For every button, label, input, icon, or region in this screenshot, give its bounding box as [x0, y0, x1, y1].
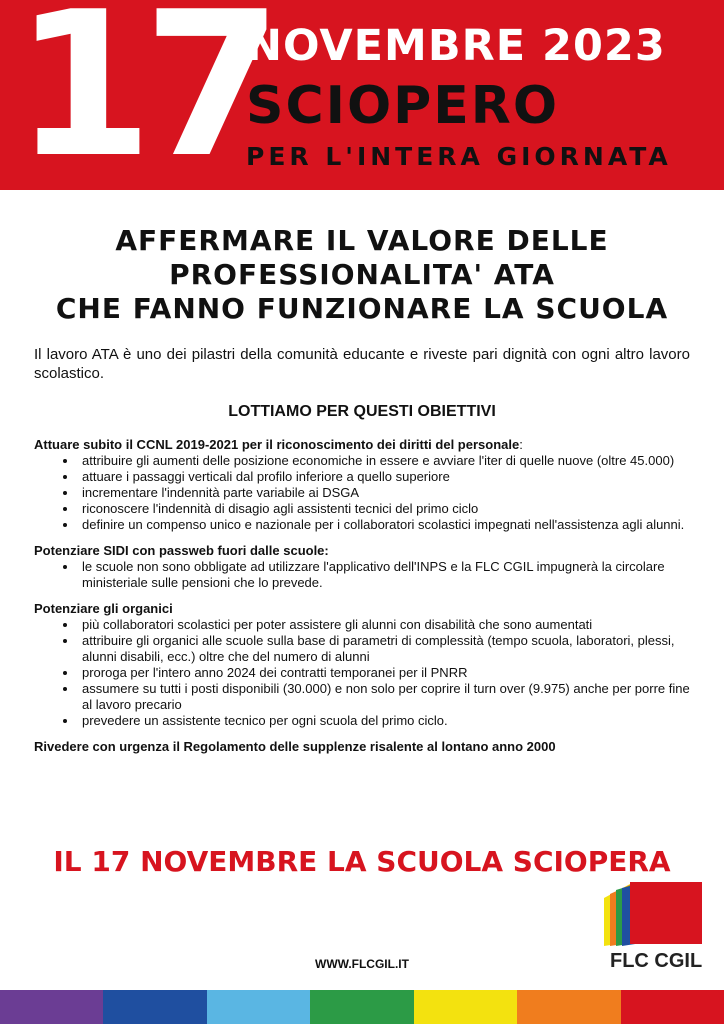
strike-month-year: NOVEMBRE 2023 [246, 21, 666, 71]
list-item: • prevedere un assistente tecnico per ogni scuola del primo ciclo. [78, 713, 690, 729]
section-title: Potenziare gli organici [34, 601, 173, 616]
stripe-red [621, 990, 724, 1024]
intro-paragraph: Il lavoro ATA è uno dei pilastri della comunità educante e riveste pari dignità con ogni altro lavoro scolastico. [34, 346, 690, 382]
header-banner [0, 0, 724, 190]
stripe-green [310, 990, 413, 1024]
section-list [34, 453, 690, 533]
stripe-orange [517, 990, 620, 1024]
headline [0, 224, 724, 326]
website-link[interactable]: WWW.FLCGIL.IT [315, 957, 409, 971]
final-demand: Rivedere con urgenza il Regolamento delle supplenze risalente al lontano anno 2000 [34, 739, 556, 754]
list-item: • attribuire gli aumenti delle posizione economiche in essere e avviare l'iter di quelle nuove (oltre 45.000) [78, 453, 690, 469]
section-list [34, 617, 690, 729]
list-item: • proroga per l'intero anno 2024 dei contratti temporanei per il PNRR [78, 665, 690, 681]
section-title: Potenziare SIDI con passweb fuori dalle scuole: [34, 543, 329, 558]
stripe-dark-blue [103, 990, 206, 1024]
logo-flag-red [630, 882, 702, 944]
list-item: • definire un compenso unico e nazionale per i collaboratori scolastici impegnati nell'assistenza agli alunni. [78, 517, 690, 533]
strike-label: SCIOPERO [246, 76, 560, 136]
stripe-light-blue [207, 990, 310, 1024]
logo-text: FLC CGIL [610, 950, 703, 972]
section-sidi [34, 543, 690, 591]
list-item: • le scuole non sono obbligate ad utilizzare l'applicativo dell'INPS e la FLC CGIL impugnerà la circolare ministeriale sulle pensioni che lo prevede. [78, 559, 690, 591]
section-title: Attuare subito il CCNL 2019-2021 per il riconoscimento dei diritti del personale: [34, 437, 523, 452]
list-item: • attribuire gli organici alle scuole sulla base di parametri di complessità (tempo scuola, laboratori, plessi, alunni disabili, ecc.) oltre che del numero di alunni [78, 633, 690, 665]
section-ccnl [34, 437, 690, 533]
stripe-yellow [414, 990, 517, 1024]
list-item: • riconoscere l'indennità di disagio agli assistenti tecnici del primo ciclo [78, 501, 690, 517]
list-item: • attuare i passaggi verticali dal profilo inferiore a quello superiore [78, 469, 690, 485]
headline-line: AFFERMARE IL VALORE DELLE [115, 224, 609, 257]
headline-line: PROFESSIONALITA' ATA [169, 258, 555, 291]
stripe-purple [0, 990, 103, 1024]
objectives-title: LOTTIAMO PER QUESTI OBIETTIVI [228, 403, 496, 420]
list-item: • incrementare l'indennità parte variabile ai DSGA [78, 485, 690, 501]
list-item: • assumere su tutti i posti disponibili (30.000) e non solo per coprire il turn over (9.975) anche per porre fine al lavoro precario [78, 681, 690, 713]
objectives-content [34, 437, 690, 755]
strike-slogan: IL 17 NOVEMBRE LA SCUOLA SCIOPERA [53, 845, 671, 878]
color-stripe [0, 990, 724, 1024]
strike-duration: PER L'INTERA GIORNATA [246, 142, 672, 171]
headline-line: CHE FANNO FUNZIONARE LA SCUOLA [55, 292, 669, 325]
strike-day: 17 [14, 0, 273, 190]
list-item: • più collaboratori scolastici per poter assistere gli alunni con disabilità che sono aumentati [78, 617, 690, 633]
section-organici [34, 601, 690, 729]
section-list [34, 559, 690, 591]
